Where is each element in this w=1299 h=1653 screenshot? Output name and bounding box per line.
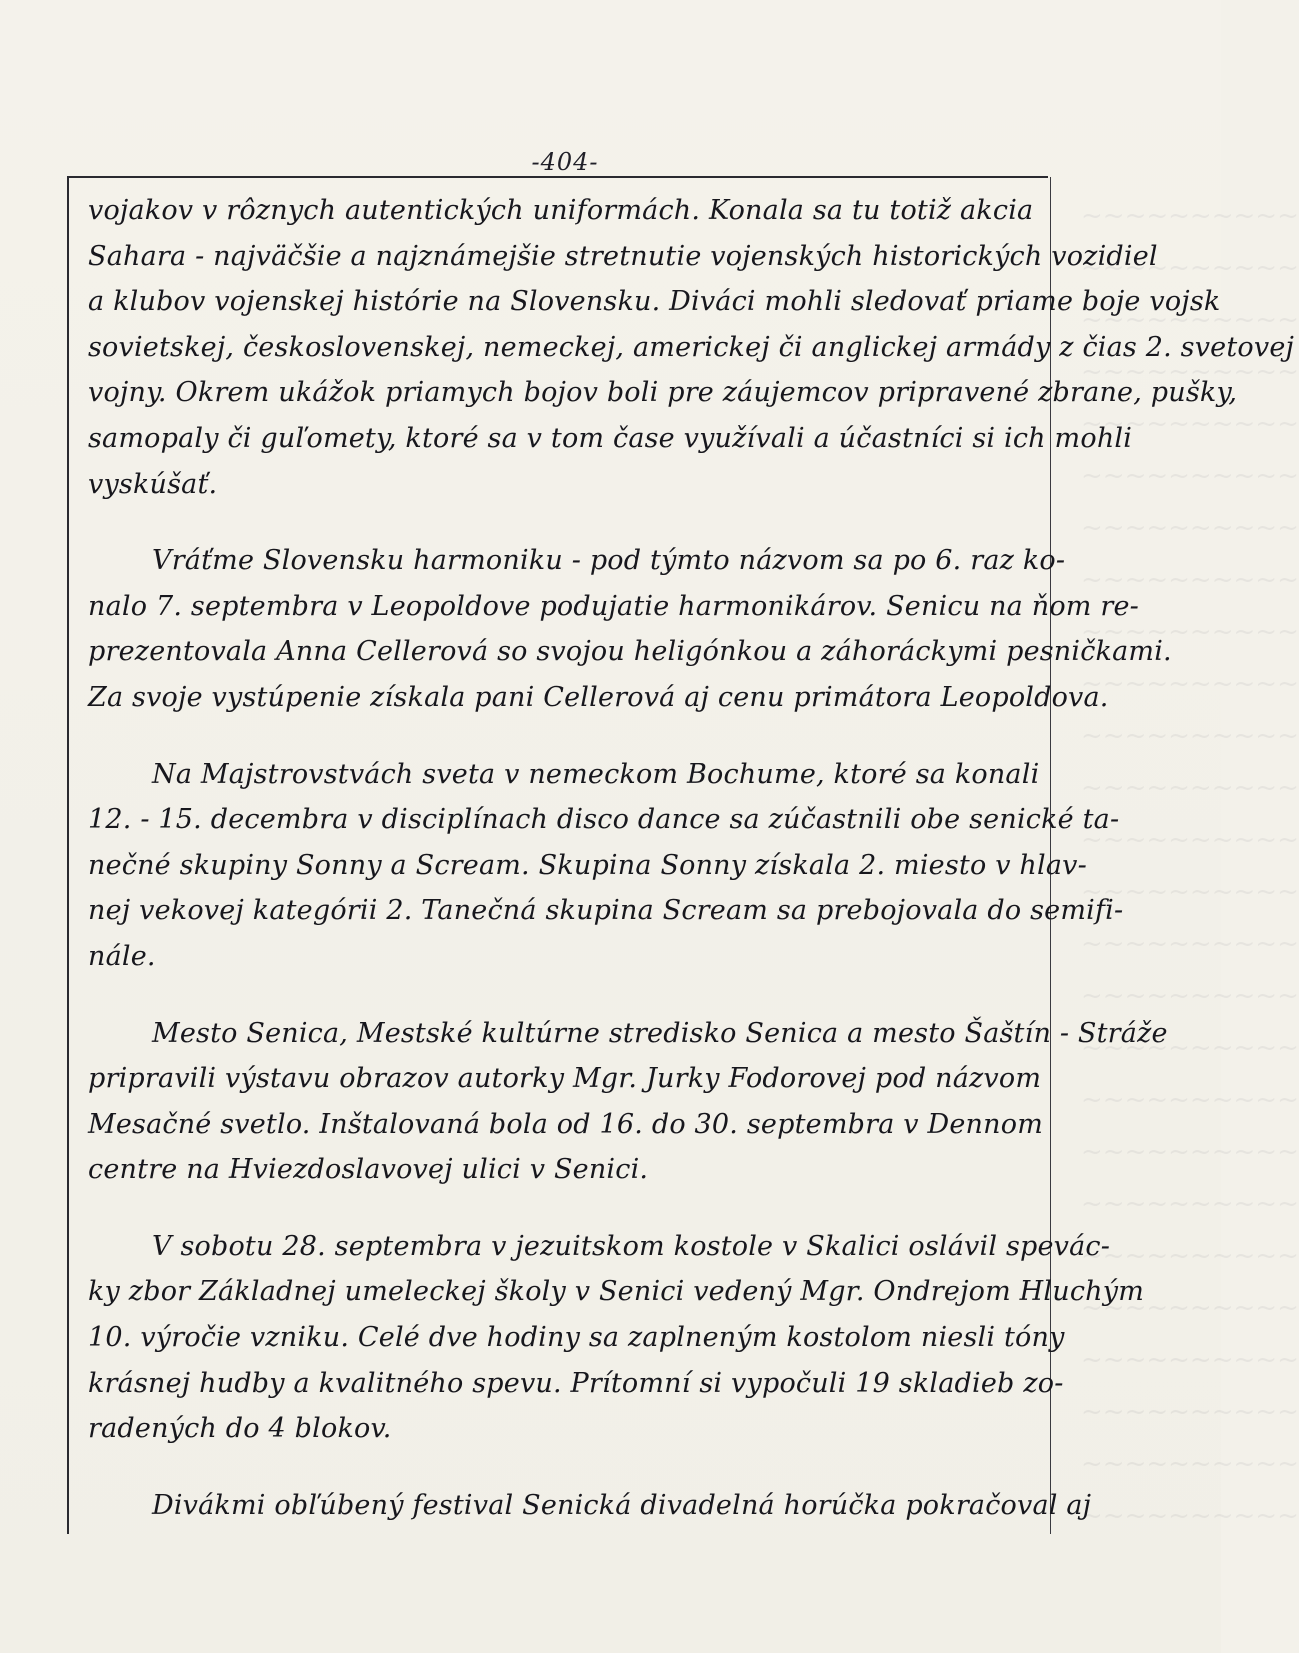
text-line: vojny. Okrem ukážok priamych bojov boli pre záujemcov pripravené zbrane, pušky, [88, 377, 1238, 409]
text-line: Na Majstrovstvách sveta v nemeckom Bochume, ktoré sa konali [152, 758, 1040, 790]
text-line: 10. výročie vzniku. Celé dve hodiny sa zaplneným kostolom niesli tóny [88, 1322, 1065, 1354]
text-line: nále. [88, 940, 156, 972]
text-line: sovietskej, československej, nemeckej, americkej či anglickej armády z čias 2. svetovej [88, 331, 1295, 363]
paragraph-world-championship [88, 752, 1124, 980]
text-line: 12. - 15. decembra v disciplínach disco dance sa zúčastnili obe senické ta- [88, 804, 1120, 836]
paragraph-exhibition [88, 1011, 1168, 1193]
text-line: prezentovala Anna Cellerová so svojou heligónkou a záhoráckymi pesničkami. [88, 636, 1172, 668]
text-line: Sahara - najväčšie a najznámejšie stretnutie vojenských historických vozidiel [88, 240, 1158, 272]
text-line: V sobotu 28. septembra v jezuitskom kostole v Skalici oslávil spevác- [152, 1230, 1111, 1262]
paragraph-choir [88, 1224, 1145, 1452]
paragraph-military-event [88, 188, 1295, 507]
paragraph-theatre-festival [88, 1483, 1092, 1529]
bleed-through-texture: ~~~~~~~~~~ ~~~~~~~~~~ ~~~~~~~~~~ ~~~~~~~~~~ ~~~~~~~~~~ ~~~~~~~~~~ ~~~~~~~~~~ ~~~~~~~~~~ ~~~~~~~~~~ ~~~~~~~~~~ ~~~~~~~~~~ ~~~~~~~~~~ ~~~~~~~~~~ ~~~~~~~~~~ ~~~~~~~~~~ ~~~~~~~~~~ ~~~~~~~~~~ ~~~~~~~~~~ ~~~~~~~~~~ ~~~~~~~~~~ ~~~~~~~~~~ ~~~~~~~~~~ ~~~~~~~~~~ ~~~~~~~~~~ ~~~~~~~~~~ ~~~~~~~~~~ [1081, 201, 1299, 1531]
text-line: a klubov vojenskej histórie na Slovensku. Diváci mohli sledovať priame boje vojsk [88, 286, 1221, 318]
text-line: centre na Hviezdoslavovej ulici v Senici. [88, 1154, 649, 1186]
text-line: Vráťme Slovensku harmoniku - pod týmto názvom sa po 6. raz ko- [152, 545, 1066, 577]
text-line: nalo 7. septembra v Leopoldove podujatie harmonikárov. Senicu na ňom re- [88, 590, 1139, 622]
text-line: Divákmi obľúbený festival Senická divadelná horúčka pokračoval aj [152, 1489, 1092, 1521]
text-line: vojakov v rôznych autentických uniformách. Konala sa tu totiž akcia [88, 195, 1034, 226]
handwritten-text [88, 188, 1295, 1559]
text-line: vyskúšať. [88, 468, 218, 500]
text-line: samopaly či guľomety, ktoré sa v tom čase využívali a účastníci si ich mohli [88, 422, 1133, 454]
text-line: Mesto Senica, Mestské kultúrne stredisko Senica a mesto Šaštín - Stráže [152, 1017, 1168, 1049]
text-line: ky zbor Základnej umeleckej školy v Senici vedený Mgr. Ondrejom Hluchým [88, 1276, 1145, 1308]
text-line: pripravili výstavu obrazov autorky Mgr. Jurky Fodorovej pod názvom [88, 1063, 1042, 1095]
paragraph-harmonika [88, 538, 1172, 720]
page-number: -404- [531, 148, 599, 176]
text-line: krásnej hudby a kvalitného spevu. Prítomní si vypočuli 19 skladieb zo- [88, 1367, 1064, 1399]
text-line: radených do 4 blokov. [88, 1413, 392, 1445]
text-line: Za svoje vystúpenie získala pani Cellerová aj cenu primátora Leopoldova. [88, 681, 1109, 713]
text-line: nej vekovej kategórii 2. Tanečná skupina Scream sa prebojovala do semifi- [88, 895, 1124, 927]
text-line: nečné skupiny Sonny a Scream. Skupina Sonny získala 2. miesto v hlav- [88, 849, 1087, 881]
text-line: Mesačné svetlo. Inštalovaná bola od 16. do 30. septembra v Dennom [88, 1108, 1043, 1140]
